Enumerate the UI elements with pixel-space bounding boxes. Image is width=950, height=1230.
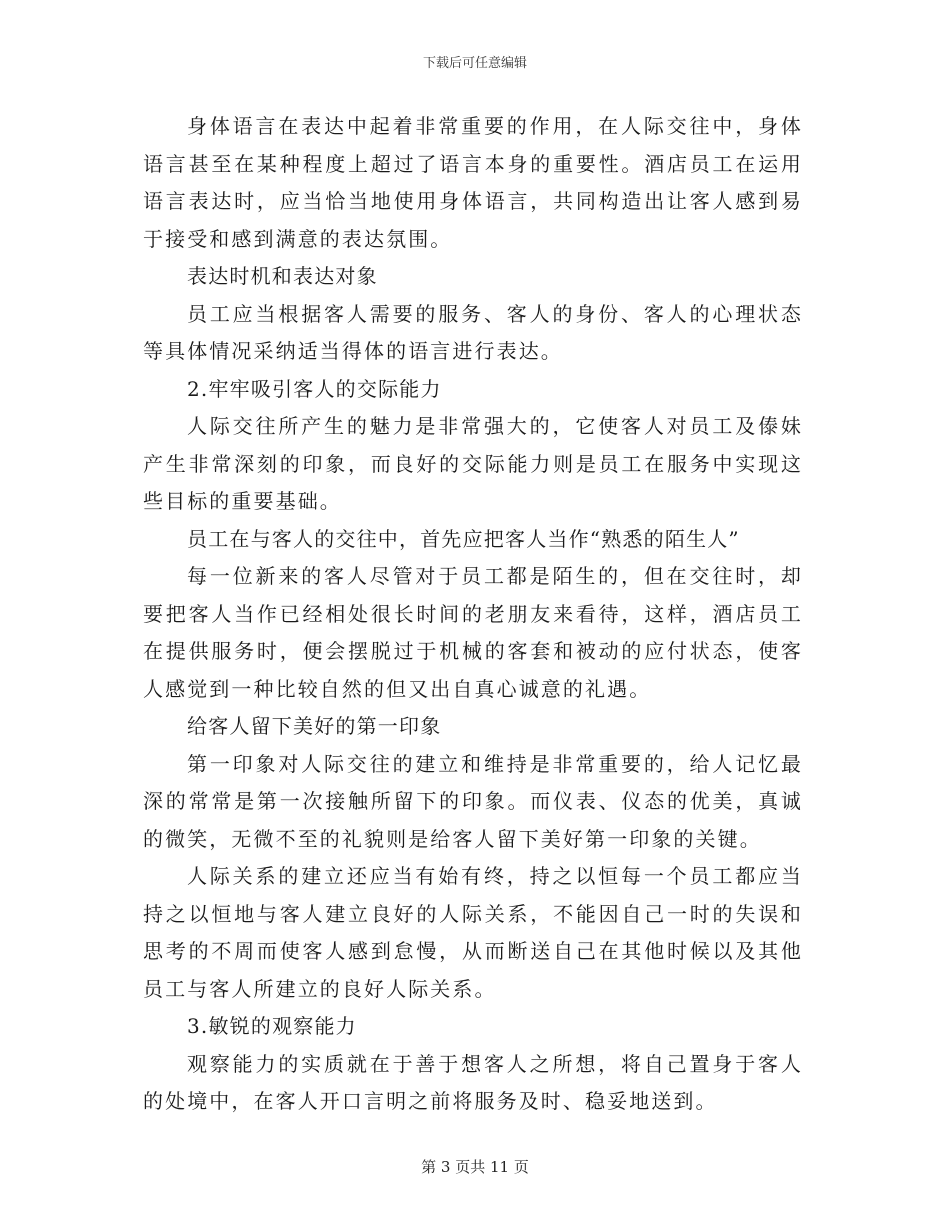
paragraph-first-impression: 第一印象对人际交往的建立和维持是非常重要的，给人记忆最深的常常是第一次接触所留下的印象。而仪表、仪态的优美，真诚的微笑，无微不至的礼貌则是给客人留下美好第一印象的关键。 (143, 751, 803, 851)
subheading-timing-and-audience: 表达时机和表达对象 (187, 264, 378, 288)
paragraph-body-language: 身体语言在表达中起着非常重要的作用，在人际交往中，身体语言甚至在某种程度上超过了语言本身的重要性。酒店员工在运用语言表达时，应当恰当地使用身体语言，共同构造出让客人感到易于接受和感到满意的表达氛围。 (143, 114, 803, 251)
document-body (143, 108, 803, 1121)
paragraph-observation: 观察能力的实质就在于善于想客人之所想，将自己置身于客人的处境中，在客人开口言明之前将服务及时、稳妥地送到。 (143, 1051, 803, 1113)
heading-section-3: 3.敏锐的观察能力 (187, 1014, 357, 1038)
paragraph-treat-as-old-friend: 每一位新来的客人尽管对于员工都是陌生的，但在交往时，却要把客人当作已经相处很长时间的老朋友来看待，这样，酒店员工在提供服务时，便会摆脱过于机械的客套和被动的应付状态，使客人感觉到一种比较自然的但又出自真心诚意的礼遇。 (143, 564, 803, 701)
paragraph-interpersonal-charm: 人际交往所产生的魅力是非常强大的，它使客人对员工及傣妹产生非常深刻的印象，而良好的交际能力则是员工在服务中实现这些目标的重要基础。 (143, 414, 803, 513)
paragraph-expression-appropriateness: 员工应当根据客人需要的服务、客人的身份、客人的心理状态等具体情况采纳适当得体的语言进行表达。 (143, 301, 803, 363)
page-footer: 第 3 页共 11 页 (421, 1158, 529, 1176)
subheading-familiar-stranger: 员工在与客人的交往中，首先应把客人当作“熟悉的陌生人” (187, 526, 740, 551)
subheading-first-impression: 给客人留下美好的第一印象 (187, 714, 442, 738)
page-header: 下载后可任意编辑 (422, 56, 527, 71)
paragraph-lasting-relationship: 人际关系的建立还应当有始有终，持之以恒每一个员工都应当持之以恒地与客人建立良好的人际关系，不能因自己一时的失误和思考的不周而使客人感到怠慢，从而断送自己在其他时候以及其他员工与客人所建立的良好人际关系。 (143, 864, 803, 1001)
heading-section-2: 2.牢牢吸引客人的交际能力 (187, 376, 442, 401)
